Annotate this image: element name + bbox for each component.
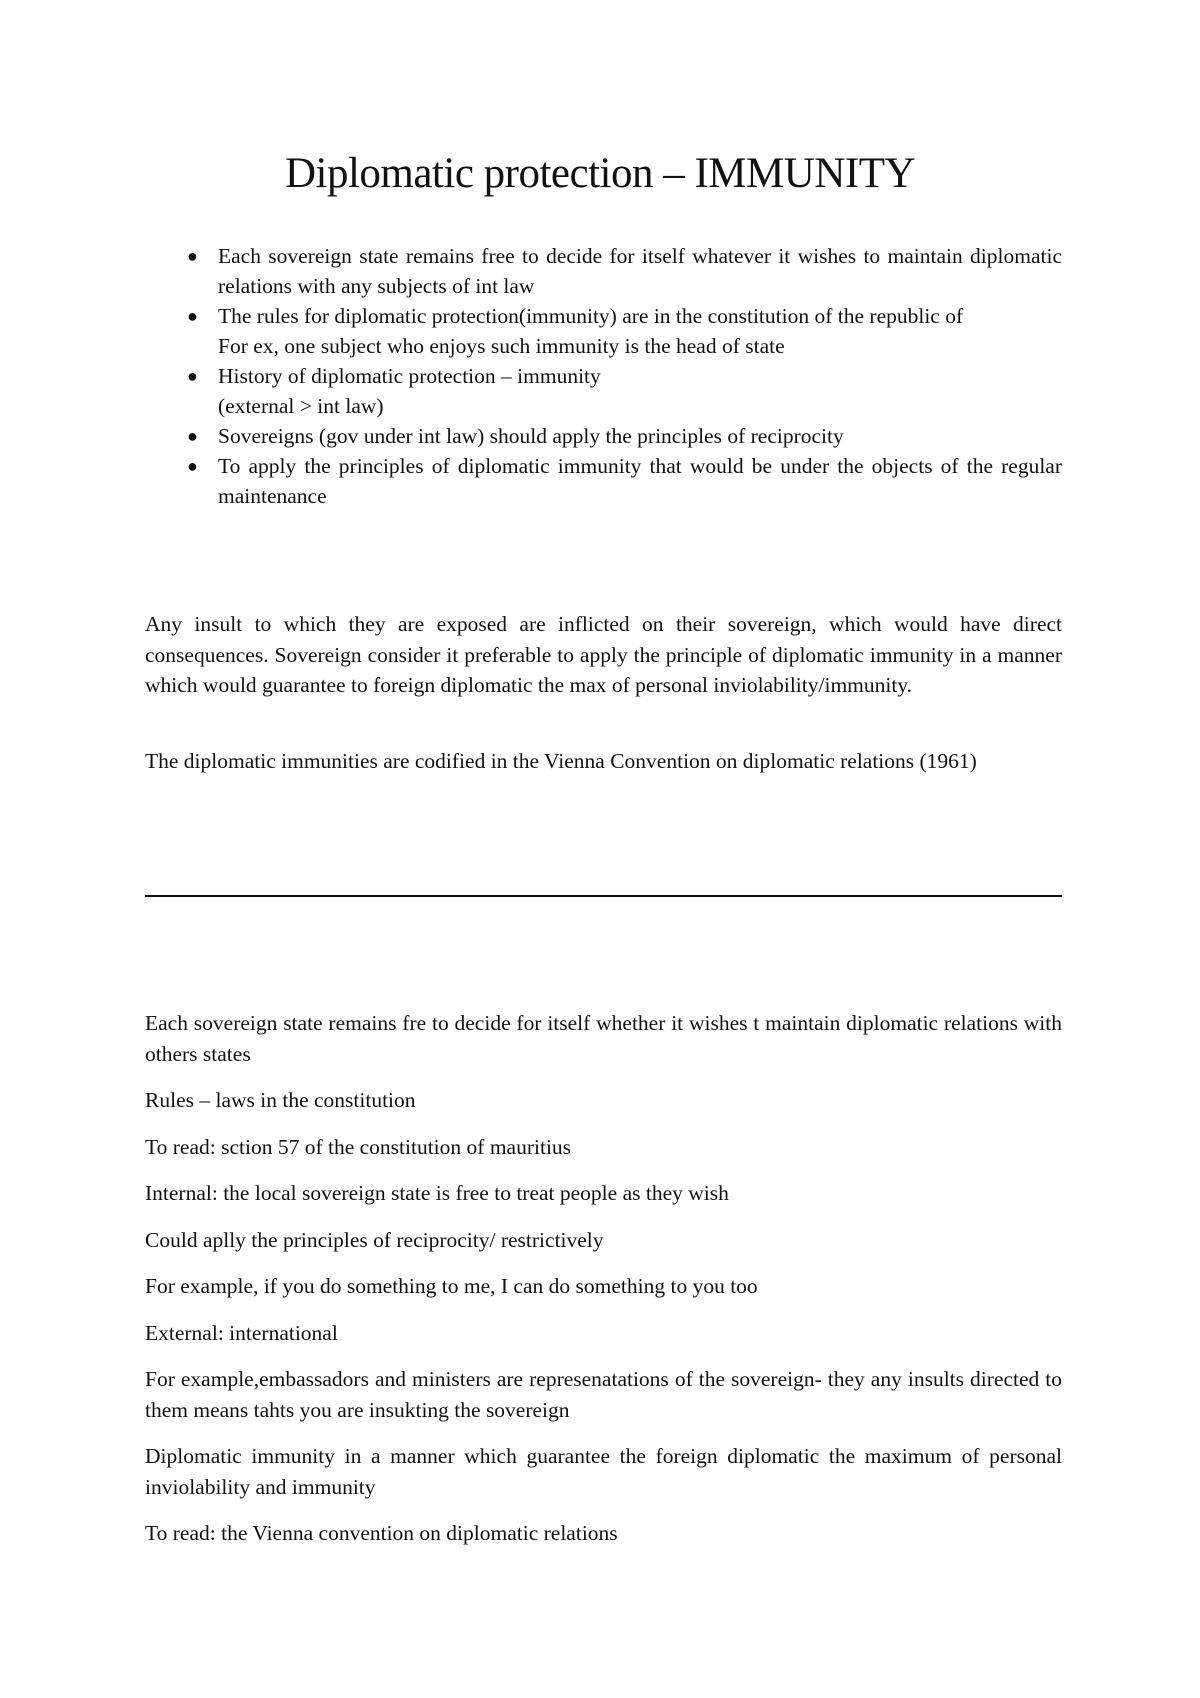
bullet-text: The rules for diplomatic protection(immunity) are in the constitution of the republic of	[218, 304, 964, 328]
note-paragraph: To read: sction 57 of the constitution of mauritius	[145, 1134, 572, 1159]
bullet-text: Each sovereign state remains free to decide for itself whatever it wishes to maintain diplomatic relations with any subjects of int law	[218, 244, 1062, 298]
bullet-text: History of diplomatic protection – immunity	[218, 364, 601, 388]
note-paragraph: Each sovereign state remains fre to decide for itself whether it wishes t maintain diplomatic relations with others states	[145, 1011, 1062, 1066]
note-paragraph: Rules – laws in the constitution	[145, 1088, 416, 1112]
note-paragraph: To read: the Vienna convention on diplomatic relations	[145, 1521, 618, 1545]
note-paragraph: Internal: the local sovereign state is free to treat people as they wish	[145, 1181, 729, 1205]
note-paragraph: Could aplly the principles of reciprocity/ restrictively	[145, 1227, 604, 1252]
list-item	[187, 421, 1062, 451]
list-item	[187, 451, 1062, 511]
note-paragraph: External: international	[145, 1320, 338, 1345]
bullet-list	[187, 241, 1062, 511]
page-title: Diplomatic protection – IMMUNITY	[284, 150, 916, 197]
bullet-icon: ●	[187, 426, 198, 446]
note-paragraph: For example, if you do something to me, I can do something to you too	[145, 1274, 758, 1298]
notes-section	[145, 1008, 1062, 1565]
list-item	[187, 301, 1062, 361]
note-paragraph: For example,embassadors and ministers are represenatations of the sovereign- they any insults directed to them means tahts you are insukting the sovereign	[145, 1367, 1062, 1422]
note-paragraph: Diplomatic immunity in a manner which guarantee the foreign diplomatic the maximum of personal inviolability and immunity	[145, 1444, 1062, 1499]
bullet-icon: ●	[187, 246, 198, 266]
list-item	[187, 361, 1062, 421]
body-paragraph: Any insult to which they are exposed are inflicted on their sovereign, which would have direct consequences. Sovereign consider it preferable to apply the principle of diplomatic immunity in a manner which would guarantee to foreign diplomatic the max of personal inviolability/immunity.	[145, 612, 1062, 697]
bullet-text: Sovereigns (gov under int law) should apply the principles of reciprocity	[218, 424, 844, 448]
list-item	[187, 241, 1062, 301]
bullet-subtext: (external > int law)	[218, 394, 384, 418]
bullet-text: To apply the principles of diplomatic immunity that would be under the objects of the regular maintenance	[218, 454, 1062, 508]
bullet-icon: ●	[187, 306, 198, 326]
body-paragraph: The diplomatic immunities are codified in the Vienna Convention on diplomatic relations (1961)	[145, 749, 977, 773]
bullet-icon: ●	[187, 456, 198, 476]
horizontal-divider	[145, 895, 1062, 897]
bullet-subtext: For ex, one subject who enjoys such immunity is the head of state	[218, 334, 785, 358]
bullet-icon: ●	[187, 366, 198, 386]
